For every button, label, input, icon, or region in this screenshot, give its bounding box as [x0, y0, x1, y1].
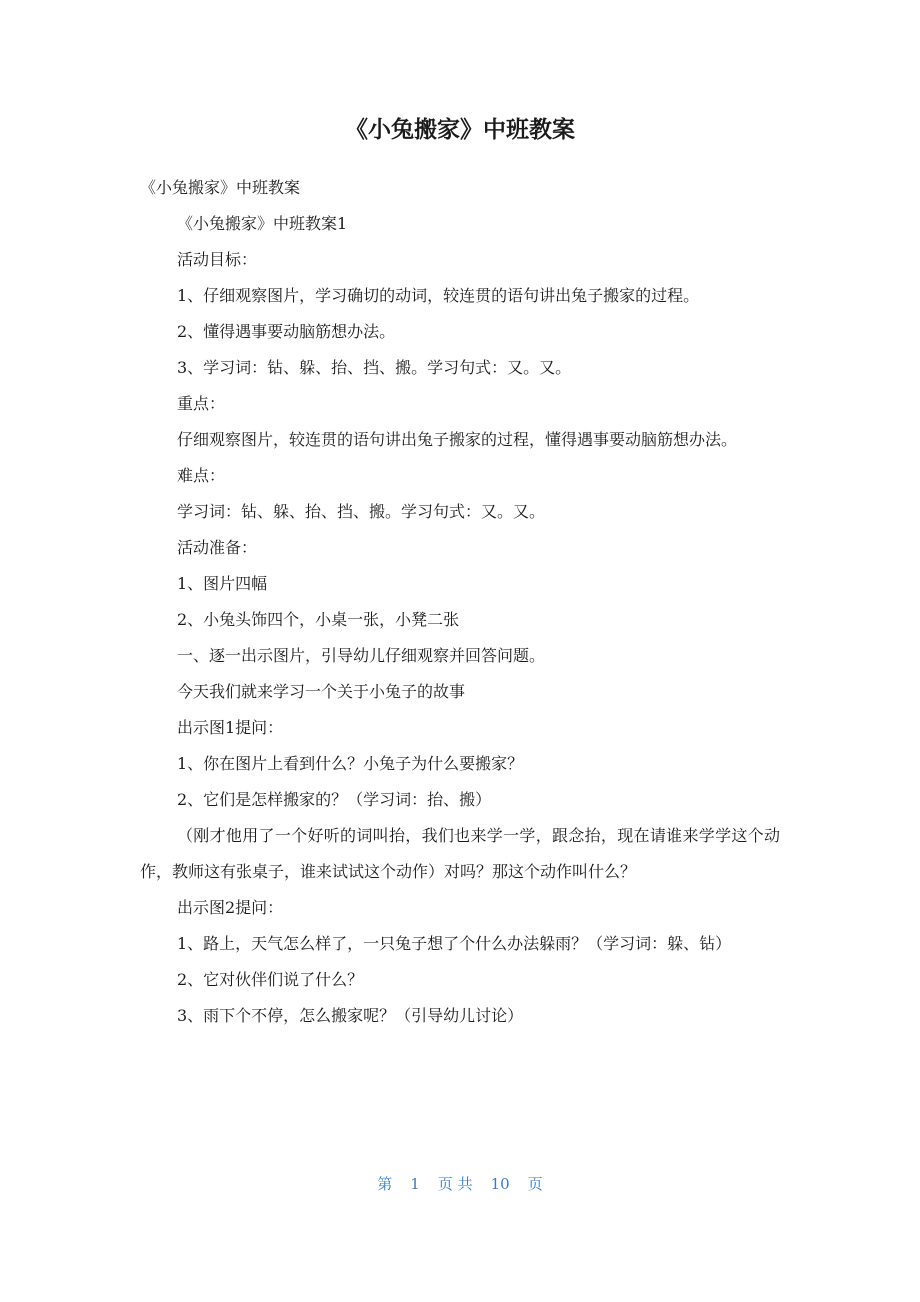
paragraph: 《小兔搬家》中班教案1	[177, 214, 348, 233]
paragraph: 出示图2提问：	[177, 898, 284, 917]
paragraph: 重点：	[177, 394, 226, 413]
paragraph: 难点：	[177, 466, 226, 485]
paragraph: 2、懂得遇事要动脑筋想办法。	[177, 322, 396, 341]
paragraph: 1、仔细观察图片，学习确切的动词，较连贯的语句讲出兔子搬家的过程。	[177, 286, 700, 305]
paragraph: 3、学习词：钻、躲、抬、挡、搬。学习句式：又。又。	[177, 358, 572, 377]
paragraph: 活动准备：	[177, 538, 258, 557]
paragraph: 仔细观察图片，较连贯的语句讲出兔子搬家的过程，懂得遇事要动脑筋想办法。	[177, 430, 738, 449]
paragraph: 2、小兔头饰四个，小桌一张，小凳二张	[177, 610, 460, 629]
document-body	[140, 170, 780, 1034]
paragraph: 1、路上，天气怎么样了，一只兔子想了个什么办法躲雨？（学习词：躲、钻）	[177, 934, 732, 953]
page-label-prefix: 第	[377, 1175, 393, 1193]
paragraph: 1、图片四幅	[177, 574, 268, 593]
page-footer	[0, 1171, 920, 1197]
paragraph: 活动目标：	[177, 250, 258, 269]
page-label-suffix: 页	[527, 1175, 543, 1193]
paragraph: （刚才他用了一个好听的词叫抬，我们也来学一学，跟念抬，现在请谁来学学这个动作，教师这有张桌子，谁来试试这个动作）对吗？那这个动作叫什么？	[140, 826, 780, 881]
total-pages-number: 10	[490, 1175, 510, 1193]
paragraph: 出示图1提问：	[177, 718, 284, 737]
paragraph: 3、雨下个不停，怎么搬家呢？（引导幼儿讨论）	[177, 1006, 524, 1025]
paragraph: 2、它对伙伴们说了什么？	[177, 970, 364, 989]
paragraph: 《小兔搬家》中班教案	[140, 178, 301, 197]
page-label-mid: 页 共	[437, 1175, 473, 1193]
paragraph: 学习词：钻、躲、抬、挡、搬。学习句式：又。又。	[177, 502, 546, 521]
paragraph: 一、逐一出示图片，引导幼儿仔细观察并回答问题。	[177, 646, 546, 665]
paragraph: 2、它们是怎样搬家的？（学习词：抬、搬）	[177, 790, 492, 809]
current-page-number: 1	[410, 1175, 420, 1193]
document-title: 《小兔搬家》中班教案	[345, 117, 575, 143]
paragraph: 1、你在图片上看到什么？小兔子为什么要搬家？	[177, 754, 524, 773]
paragraph: 今天我们就来学习一个关于小兔子的故事	[177, 682, 466, 701]
